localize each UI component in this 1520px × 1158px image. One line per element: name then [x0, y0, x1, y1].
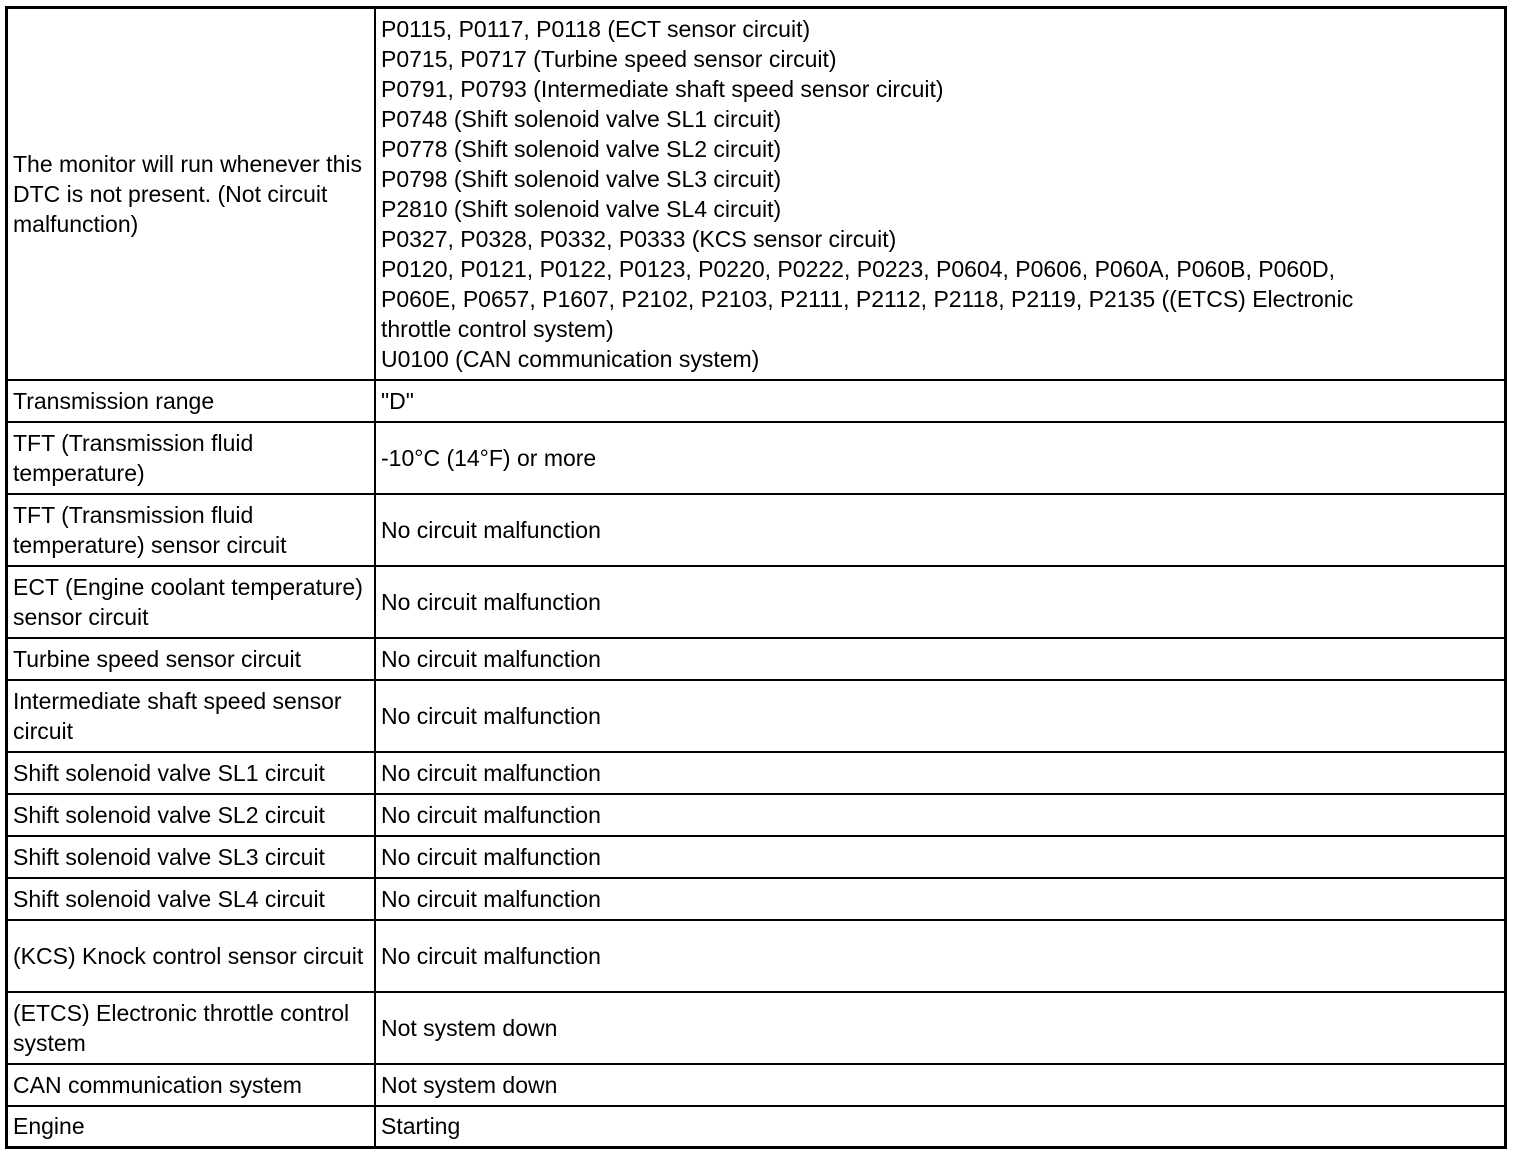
dtc-list-line: U0100 (CAN communication system) — [381, 345, 760, 372]
row-label: ECT (Engine coolant temperature) sensor circuit — [7, 566, 376, 638]
row-label: TFT (Transmission fluid temperature) — [7, 422, 376, 494]
row-label: (ETCS) Electronic throttle control system — [7, 992, 376, 1064]
table-row — [7, 920, 1506, 992]
row-value: No circuit malfunction — [375, 494, 1506, 566]
table-row — [7, 1106, 1506, 1148]
row-label: Shift solenoid valve SL2 circuit — [7, 794, 376, 836]
table-row — [7, 680, 1506, 752]
row-label: Shift solenoid valve SL1 circuit — [7, 752, 376, 794]
row-value: No circuit malfunction — [375, 794, 1506, 836]
table-row — [7, 422, 1506, 494]
row-label: Intermediate shaft speed sensor circuit — [7, 680, 376, 752]
row-value: Not system down — [375, 992, 1506, 1064]
row-value: -10°C (14°F) or more — [375, 422, 1506, 494]
row-label: Engine — [7, 1106, 376, 1148]
dtc-list-line: P0778 (Shift solenoid valve SL2 circuit) — [381, 135, 782, 162]
table-row — [7, 638, 1506, 680]
row-value: Starting — [375, 1106, 1506, 1148]
row-value: No circuit malfunction — [375, 680, 1506, 752]
dtc-list-line: P0791, P0793 (Intermediate shaft speed sensor circuit) — [381, 75, 944, 102]
row-label: Shift solenoid valve SL4 circuit — [7, 878, 376, 920]
table-row — [7, 566, 1506, 638]
table-row — [7, 380, 1506, 422]
row-value: No circuit malfunction — [375, 638, 1506, 680]
row-value: No circuit malfunction — [375, 566, 1506, 638]
row-label — [7, 8, 376, 380]
dtc-list-line: P0327, P0328, P0332, P0333 (KCS sensor circuit) — [381, 225, 897, 252]
row-value: No circuit malfunction — [375, 836, 1506, 878]
row-value: Not system down — [375, 1064, 1506, 1106]
row-value: No circuit malfunction — [375, 920, 1506, 992]
dtc-list-line: P2810 (Shift solenoid valve SL4 circuit) — [381, 195, 782, 222]
conditions-sheet — [5, 6, 1507, 1149]
table-row — [7, 8, 1506, 380]
row-label: (KCS) Knock control sensor circuit — [7, 920, 376, 992]
row-label: Shift solenoid valve SL3 circuit — [7, 836, 376, 878]
monitor-conditions-table — [5, 6, 1507, 1149]
table-row — [7, 992, 1506, 1064]
dtc-list-line: P0715, P0717 (Turbine speed sensor circuit) — [381, 45, 837, 72]
row-label: Transmission range — [7, 380, 376, 422]
dtc-list-cell — [375, 8, 1506, 380]
table-row — [7, 752, 1506, 794]
dtc-list-line: throttle control system) — [381, 315, 614, 342]
row-value: "D" — [375, 380, 1506, 422]
table-row — [7, 878, 1506, 920]
table-row — [7, 1064, 1506, 1106]
dtc-list-line: P0115, P0117, P0118 (ECT sensor circuit) — [381, 15, 811, 42]
dtc-list-line: P0748 (Shift solenoid valve SL1 circuit) — [381, 105, 782, 132]
table-row — [7, 494, 1506, 566]
table-row — [7, 836, 1506, 878]
row-label: CAN communication system — [7, 1064, 376, 1106]
dtc-list-line: P0120, P0121, P0122, P0123, P0220, P0222, P0223, P0604, P0606, P060A, P060B, P060D, — [381, 255, 1335, 282]
row-value: No circuit malfunction — [375, 752, 1506, 794]
dtc-list-line: P060E, P0657, P1607, P2102, P2103, P2111, P2112, P2118, P2119, P2135 ((ETCS) Electronic — [381, 285, 1354, 312]
dtc-list-line: P0798 (Shift solenoid valve SL3 circuit) — [381, 165, 782, 192]
row-label: TFT (Transmission fluid temperature) sensor circuit — [7, 494, 376, 566]
row-value: No circuit malfunction — [375, 878, 1506, 920]
monitor-run-condition-label: The monitor will run whenever this DTC is not present. (Not circuit malfunction) — [13, 150, 362, 237]
table-row — [7, 794, 1506, 836]
row-label: Turbine speed sensor circuit — [7, 638, 376, 680]
